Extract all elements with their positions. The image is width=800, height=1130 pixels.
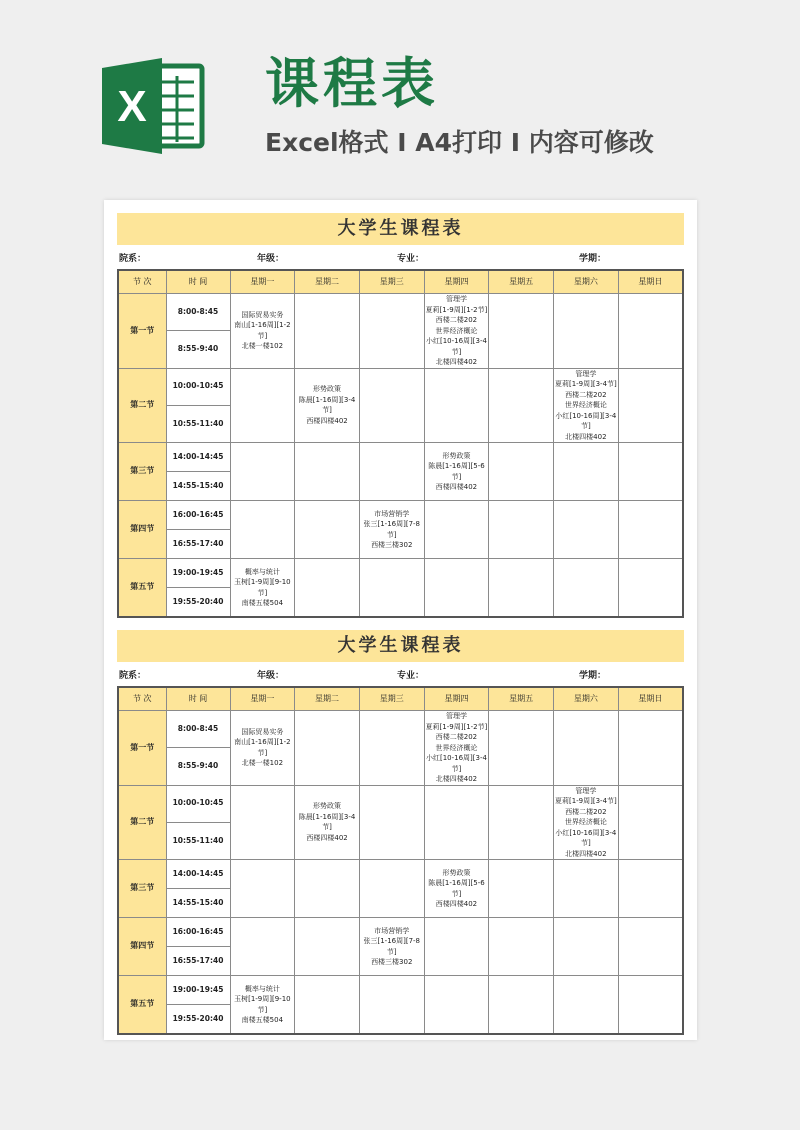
col-header: 节 次 xyxy=(118,270,166,294)
major-label: 专业： xyxy=(397,254,425,264)
time-cell: 8:00-8:45 xyxy=(166,711,230,748)
timetable-sheet xyxy=(117,630,684,1035)
course-cell xyxy=(230,785,295,860)
time-cell: 16:00-16:45 xyxy=(166,501,230,530)
col-header: 星期四 xyxy=(424,270,489,294)
course-cell xyxy=(554,443,619,501)
course-cell xyxy=(554,559,619,618)
paper-sheet xyxy=(104,200,697,1040)
course-cell xyxy=(489,785,554,860)
time-cell: 10:55-11:40 xyxy=(166,822,230,859)
course-cell xyxy=(554,501,619,559)
department-label: 院系： xyxy=(119,671,147,681)
table-row xyxy=(118,860,683,889)
time-cell: 19:00-19:45 xyxy=(166,976,230,1005)
table-row xyxy=(118,711,683,748)
course-cell: 市场营销学 张三[1-16周][7-8节] 西楼三楼302 xyxy=(359,501,424,559)
course-cell xyxy=(554,918,619,976)
sheet-title: 大学生课程表 xyxy=(117,213,684,245)
time-cell: 19:55-20:40 xyxy=(166,588,230,618)
semester-label: 学期： xyxy=(579,254,607,264)
time-cell: 8:55-9:40 xyxy=(166,748,230,785)
course-cell xyxy=(230,918,295,976)
course-cell: 管理学 夏莉[1-9周][3-4节] 西楼二楼202 世界经济概论 小红[10-16周][3-4节] 北楼四楼402 xyxy=(554,786,617,858)
period-label: 第二节 xyxy=(118,785,166,860)
col-header: 星期二 xyxy=(295,270,360,294)
course-cell: 管理学 夏莉[1-9周][1-2节] 西楼二楼202 世界经济概论 小红[10-16周][3-4节] 北楼四楼402 xyxy=(425,712,488,783)
header-row xyxy=(118,270,683,294)
grade-label: 年级： xyxy=(257,254,285,264)
course-cell xyxy=(554,976,619,1035)
excel-icon xyxy=(102,58,206,154)
course-cell xyxy=(618,785,683,860)
course-cell xyxy=(554,294,619,369)
col-header: 时 间 xyxy=(166,270,230,294)
course-cell xyxy=(230,860,295,918)
timetable-sheet xyxy=(117,213,684,618)
major-label: 专业： xyxy=(397,671,425,681)
course-cell xyxy=(359,443,424,501)
department-label: 院系： xyxy=(119,254,147,264)
course-cell xyxy=(554,711,619,786)
course-cell: 形势政策 陈晨[1-16周][5-6节] 西楼四楼402 xyxy=(424,443,489,501)
time-cell: 10:00-10:45 xyxy=(166,785,230,822)
course-cell xyxy=(359,711,424,786)
course-cell: 管理学 夏莉[1-9周][3-4节] 西楼二楼202 世界经济概论 小红[10-16周][3-4节] 北楼四楼402 xyxy=(554,369,617,441)
time-cell: 16:00-16:45 xyxy=(166,918,230,947)
period-label: 第四节 xyxy=(118,501,166,559)
course-cell xyxy=(295,294,360,369)
course-cell xyxy=(618,501,683,559)
course-cell xyxy=(489,860,554,918)
course-cell xyxy=(489,368,554,443)
period-label: 第一节 xyxy=(118,294,166,369)
period-label: 第五节 xyxy=(118,976,166,1035)
time-cell: 8:00-8:45 xyxy=(166,294,230,331)
course-cell xyxy=(359,368,424,443)
table-row xyxy=(118,918,683,947)
course-cell xyxy=(618,368,683,443)
col-header: 星期四 xyxy=(424,687,489,711)
table-row xyxy=(118,294,683,331)
course-cell xyxy=(489,918,554,976)
time-cell: 10:55-11:40 xyxy=(166,405,230,442)
col-header: 星期二 xyxy=(295,687,360,711)
col-header: 星期一 xyxy=(230,270,295,294)
course-cell xyxy=(489,711,554,786)
period-label: 第四节 xyxy=(118,918,166,976)
table-row xyxy=(118,559,683,588)
course-cell xyxy=(554,860,619,918)
page-title: 课程表 xyxy=(265,52,439,115)
time-cell: 14:00-14:45 xyxy=(166,860,230,889)
table-row xyxy=(118,368,683,405)
col-header: 星期六 xyxy=(554,687,619,711)
period-label: 第三节 xyxy=(118,860,166,918)
course-cell xyxy=(424,559,489,618)
course-cell xyxy=(489,443,554,501)
course-cell xyxy=(295,976,360,1035)
course-cell xyxy=(359,559,424,618)
course-cell: 概率与统计 玉树[1-9周][9-10节] 南楼五楼504 xyxy=(230,559,295,618)
course-cell: 形势政策 陈晨[1-16周][3-4节] 西楼四楼402 xyxy=(295,368,360,443)
course-cell: 市场营销学 张三[1-16周][7-8节] 西楼三楼302 xyxy=(359,918,424,976)
course-cell xyxy=(424,976,489,1035)
course-cell xyxy=(618,976,683,1035)
period-label: 第二节 xyxy=(118,368,166,443)
col-header: 星期日 xyxy=(618,687,683,711)
time-cell: 14:55-15:40 xyxy=(166,472,230,501)
course-cell xyxy=(295,501,360,559)
course-cell xyxy=(359,294,424,369)
info-row xyxy=(117,245,684,269)
time-cell: 16:55-17:40 xyxy=(166,947,230,976)
course-cell xyxy=(618,918,683,976)
col-header: 时 间 xyxy=(166,687,230,711)
course-cell xyxy=(618,443,683,501)
col-header: 星期五 xyxy=(489,270,554,294)
col-header: 星期日 xyxy=(618,270,683,294)
course-cell xyxy=(424,501,489,559)
course-cell: 国际贸易实务 南山[1-16周][1-2节] 北楼一楼102 xyxy=(230,711,295,786)
course-cell xyxy=(230,368,295,443)
course-cell xyxy=(295,860,360,918)
col-header: 星期三 xyxy=(359,687,424,711)
col-header: 星期一 xyxy=(230,687,295,711)
course-cell xyxy=(489,559,554,618)
logo-letter: X xyxy=(117,82,147,131)
table-row xyxy=(118,785,683,822)
time-cell: 14:00-14:45 xyxy=(166,443,230,472)
course-cell xyxy=(489,976,554,1035)
info-row xyxy=(117,662,684,686)
course-cell xyxy=(295,711,360,786)
course-cell: 形势政策 陈晨[1-16周][3-4节] 西楼四楼402 xyxy=(295,785,360,860)
time-cell: 19:55-20:40 xyxy=(166,1005,230,1035)
period-label: 第一节 xyxy=(118,711,166,786)
course-cell xyxy=(230,443,295,501)
course-cell xyxy=(424,785,489,860)
col-header: 星期五 xyxy=(489,687,554,711)
timetable xyxy=(117,269,684,618)
col-header: 星期六 xyxy=(554,270,619,294)
course-cell xyxy=(424,918,489,976)
timetable xyxy=(117,686,684,1035)
course-cell xyxy=(359,976,424,1035)
page-subtitle: Excel格式 I A4打印 I 内容可修改 xyxy=(265,128,654,157)
course-cell xyxy=(618,294,683,369)
course-cell xyxy=(230,501,295,559)
time-cell: 16:55-17:40 xyxy=(166,530,230,559)
table-row xyxy=(118,443,683,472)
table-row xyxy=(118,976,683,1005)
time-cell: 19:00-19:45 xyxy=(166,559,230,588)
course-cell xyxy=(295,918,360,976)
course-cell xyxy=(618,559,683,618)
course-cell xyxy=(295,559,360,618)
grade-label: 年级： xyxy=(257,671,285,681)
course-cell xyxy=(295,443,360,501)
course-cell xyxy=(424,368,489,443)
header-row xyxy=(118,687,683,711)
course-cell xyxy=(489,294,554,369)
course-cell: 形势政策 陈晨[1-16周][5-6节] 西楼四楼402 xyxy=(424,860,489,918)
course-cell xyxy=(359,785,424,860)
time-cell: 10:00-10:45 xyxy=(166,368,230,405)
time-cell: 14:55-15:40 xyxy=(166,889,230,918)
course-cell xyxy=(618,711,683,786)
col-header: 节 次 xyxy=(118,687,166,711)
course-cell xyxy=(359,860,424,918)
course-cell: 概率与统计 玉树[1-9周][9-10节] 南楼五楼504 xyxy=(230,976,295,1035)
sheet-title: 大学生课程表 xyxy=(117,630,684,662)
course-cell: 管理学 夏莉[1-9周][1-2节] 西楼二楼202 世界经济概论 小红[10-16周][3-4节] 北楼四楼402 xyxy=(425,295,488,366)
course-cell xyxy=(618,860,683,918)
course-cell: 国际贸易实务 南山[1-16周][1-2节] 北楼一楼102 xyxy=(230,294,295,369)
course-cell xyxy=(489,501,554,559)
table-row xyxy=(118,501,683,530)
period-label: 第五节 xyxy=(118,559,166,618)
semester-label: 学期： xyxy=(579,671,607,681)
period-label: 第三节 xyxy=(118,443,166,501)
time-cell: 8:55-9:40 xyxy=(166,331,230,368)
col-header: 星期三 xyxy=(359,270,424,294)
